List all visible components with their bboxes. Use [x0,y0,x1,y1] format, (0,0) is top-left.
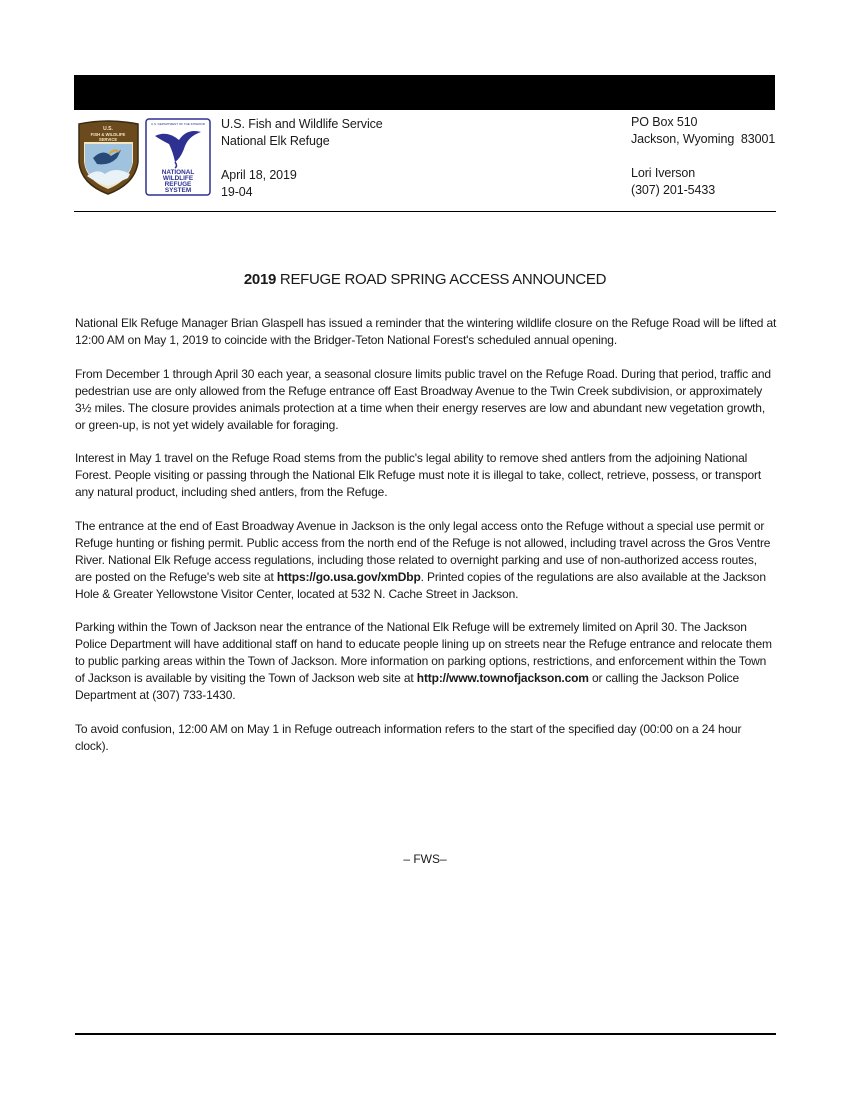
town-website-link[interactable]: http://www.townofjackson.com [416,671,589,685]
address-line-2: Jackson, Wyoming 83001 [631,132,776,146]
agency-name: U.S. Fish and Wildlife Service [221,117,383,131]
paragraph-3: Interest in May 1 travel on the Refuge Road stems from the public's legal ability to remove shed antlers from the adjoining National Forest. People visiting or passing through the National Elk Refuge must note it is illegal to take, collect, retrieve, possess, or transport any natural product, including shed antlers, from the Refuge. [75,451,762,499]
footer-divider [75,1033,776,1035]
title-text: REFUGE ROAD SPRING ACCESS ANNOUNCED [279,271,607,288]
header-divider [74,211,776,212]
paragraph-1: National Elk Refuge Manager Brian Glaspell has issued a reminder that the wintering wildlife closure on the Refuge Road will be lifted at 12:00 AM on May 1, 2019 to coincide with the Bridger-Teton National Forest's scheduled annual opening. [75,316,777,347]
contact-phone: (307) 201-5433 [631,183,716,197]
contact-name: Lori Iverson [631,166,696,180]
paragraph-4-text-b: . Printed copies of the regulations are also available at the Jackson Hole & Greater Yellowstone Visitor Center, located at 532 N. Cache Street in Jackson. [75,569,766,601]
page-title [0,271,850,288]
svg-text:NATIONAL: NATIONAL [161,169,195,176]
paragraph-4-text-a: The entrance at the end of East Broadway Avenue in Jackson is the only legal access onto the Refuge without a special use permit or Refuge hunting or fishing permit. Public access from the north end of the Refuge is not allowed, including travel across the Gros Ventre River. National Elk Refuge access regulations, including those related to overnight parking and use of non-authorized access routes, are posted on the Refuge's web site at [75,518,771,584]
paragraph-5 [75,619,777,704]
address-line-1: PO Box 510 [631,115,698,129]
svg-text:U.S.: U.S. [103,126,113,132]
paragraph-2: From December 1 through April 30 each year, a seasonal closure limits public travel on the Refuge Road. During that period, traffic and pedestrian use are only allowed from the Refuge entrance off East Broadway Avenue to the Twin Creek subdivision, or approximately 3½ miles. The closure provides animals protection at a time when their energy reserves are low and abundant new vegetation growth, or green-up, is not yet widely available for foraging. [75,366,771,432]
title-year: 2019 [243,271,277,288]
paragraph-6: To avoid confusion, 12:00 AM on May 1 in Refuge outreach information refers to the start of the specified day (00:00 on a 24 hour clock). [75,721,742,753]
svg-text:WILDLIFE: WILDLIFE [162,175,194,182]
signoff: – FWS– [403,852,447,866]
fws-shield-logo [75,118,142,196]
svg-text:FISH & WILDLIFE: FISH & WILDLIFE [90,132,126,137]
release-body [75,315,777,771]
header-agency-block [221,116,383,201]
paragraph-4 [75,518,777,603]
release-date: April 18, 2019 [221,168,297,182]
paragraph-5-text-b: or calling the Jackson Police Department at (307) 733-1430. [75,671,740,702]
refuge-website-link[interactable]: https://go.usa.gov/xmDbp [276,569,421,584]
nwrs-logo [145,118,211,196]
header-bar [74,75,775,110]
release-number: 19-04 [221,185,253,199]
svg-text:SYSTEM: SYSTEM [164,187,192,194]
svg-text:U.S. DEPARTMENT OF THE INTERIO: U.S. DEPARTMENT OF THE INTERIOR [151,122,205,126]
refuge-name: National Elk Refuge [221,134,330,148]
svg-text:SERVICE: SERVICE [98,137,118,142]
svg-text:REFUGE: REFUGE [164,181,192,188]
header-contact-block [631,114,775,199]
paragraph-5-text-a: Parking within the Town of Jackson near the entrance of the National Elk Refuge will be extremely limited on April 30. The Jackson Police Department will have additional staff on hand to educate people lining up on streets near the Refuge entrance and relocate them to public parking areas within the Town of Jackson. More information on parking options, restrictions, and enforcement within the Town of Jackson is available by visiting the Town of Jackson web site at [75,620,772,685]
